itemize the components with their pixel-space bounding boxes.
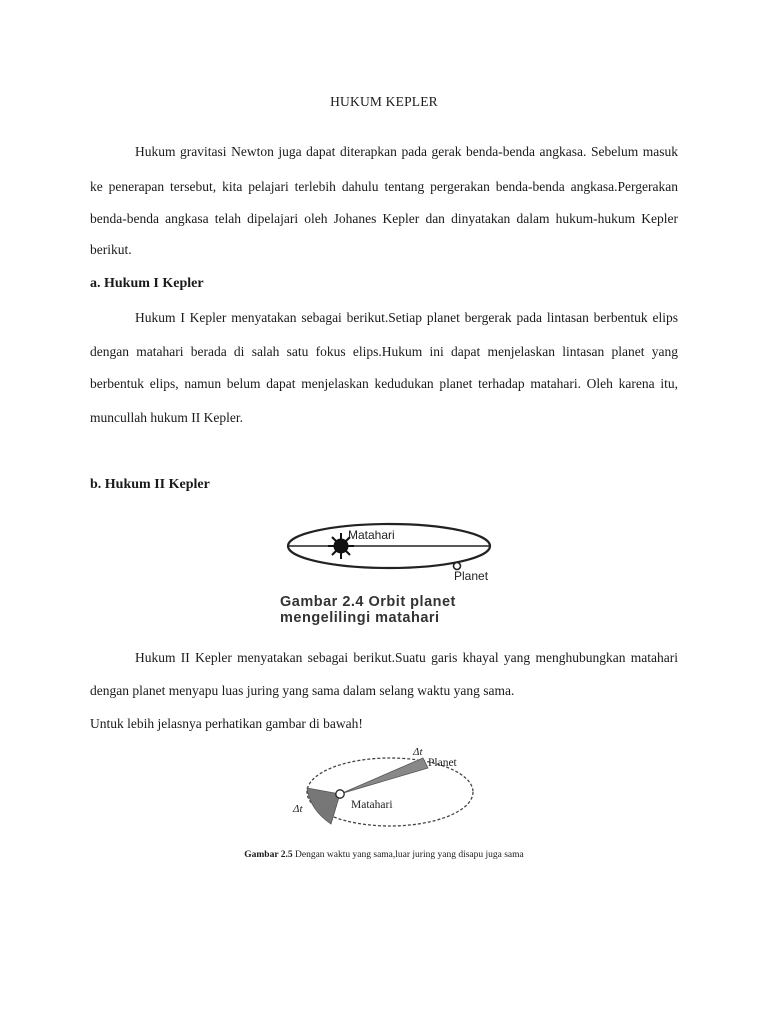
figure2-caption: [0, 850, 768, 860]
text-line: Hukum II Kepler menyatakan sebagai berikut.Suatu garis khayal yang menghubungkan matahari: [135, 650, 678, 665]
figure-orbit-planet: [270, 515, 510, 635]
figure1-caption-line1: Gambar 2.4 Orbit planet: [280, 594, 456, 610]
text-line: muncullah hukum II Kepler.: [90, 410, 243, 425]
figure2-caption-text: Dengan waktu yang sama,luar juring yang disapu juga sama: [292, 850, 524, 860]
text-line: dengan matahari berada di salah satu fokus elips.Hukum ini dapat menjelaskan lintasan planet yang: [90, 344, 678, 359]
orbit-diagram: [270, 515, 510, 635]
document-title: HUKUM KEPLER: [330, 94, 438, 109]
text-line: berbentuk elips, namun belum dapat menjelaskan kedudukan planet terhadap matahari. Oleh karena itu,: [90, 376, 678, 391]
figure2-sun-label: Matahari: [351, 799, 393, 811]
text-line: Hukum I Kepler menyatakan sebagai berikut.Setiap planet bergerak pada lintasan berbentuk elips: [135, 310, 678, 325]
sun-marker: [336, 790, 344, 798]
section-heading-hukum-2: b. Hukum II Kepler: [90, 477, 210, 492]
text-line: ke penerapan tersebut, kita pelajari terlebih dahulu tentang pergerakan benda-benda angkasa.Pergerakan: [90, 179, 678, 194]
figure2-caption-bold: Gambar 2.5: [244, 850, 293, 860]
text-line: benda-benda angkasa telah dipelajari oleh Johanes Kepler dan dinyatakan dalam hukum-hukum Kepler: [90, 211, 678, 226]
figure1-caption-line2: mengelilingi matahari: [280, 610, 440, 626]
text-line: Untuk lebih jelasnya perhatikan gambar di bawah!: [90, 716, 363, 731]
swept-area-left: [307, 788, 340, 824]
area-sweep-diagram: [285, 746, 495, 836]
text-line: berikut.: [90, 242, 132, 257]
swept-area-right: [340, 758, 428, 794]
figure1-sun-label: Matahari: [348, 528, 395, 542]
figure1-planet-label: Planet: [454, 569, 489, 583]
section-heading-hukum-1: a. Hukum I Kepler: [90, 276, 204, 291]
figure2-planet-label: Planet: [428, 757, 457, 769]
figure-juring: [285, 746, 495, 836]
figure2-delta-t-top: Δt: [413, 746, 423, 758]
figure2-delta-t-left: Δt: [293, 803, 303, 815]
text-line: Hukum gravitasi Newton juga dapat diterapkan pada gerak benda-benda angkasa. Sebelum masuk: [135, 144, 678, 159]
text-line: dengan planet menyapu luas juring yang sama dalam selang waktu yang sama.: [90, 683, 515, 698]
